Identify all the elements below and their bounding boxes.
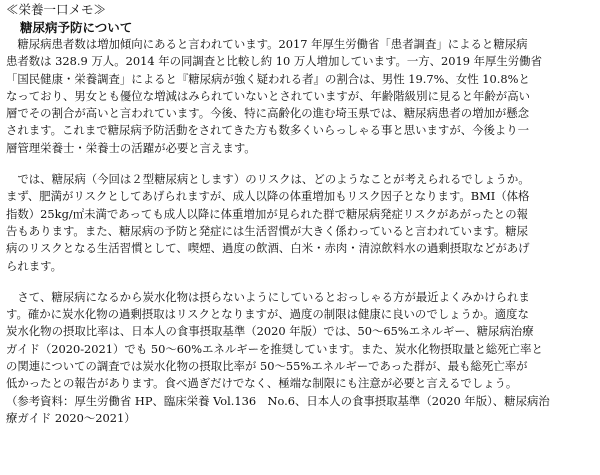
paragraph-line: の関連についての調査では炭水化物の摂取比率が 50～55%エネルギーであった群が、最も総死亡率が xyxy=(6,359,528,374)
paragraph-line: す。確かに炭水化物の過剰摂取はリスクとなりますが、過度の制限は健康に良いのでしょうか。適度な xyxy=(6,307,529,322)
paragraph-line: 低かったとの報告があります。食べ過ぎだけでなく、極端な制限にも注意が必要と言えるでしょう。 xyxy=(6,376,518,391)
paragraph-line: 炭水化物の摂取比率は、日本人の食事摂取基準（2020 年版）では、50～65%エネルギー、糖尿病治療 xyxy=(6,324,534,339)
memo-subheading: 糖尿病予防について xyxy=(20,20,133,35)
paragraph-gap xyxy=(6,275,594,289)
paragraph-3 xyxy=(6,289,594,427)
paragraph-line: 層管理栄養士・栄養士の活躍が必要と言えます。 xyxy=(6,140,256,155)
paragraph-line: られます。 xyxy=(6,258,63,273)
paragraph-2 xyxy=(6,171,594,275)
paragraph-line: 「国民健康・栄養調査」によると『糖尿病が強く疑われる者』の割合は、男性 19.7%、女性 10.8%と xyxy=(6,71,530,86)
paragraph-line: 糖尿病患者数は増加傾向にあると言われています。2017 年厚生労働省「患者調査」によると糖尿病 xyxy=(6,37,528,51)
paragraph-line: ガイド（2020-2021）でも 50～60%エネルギーを推奨しています。また、炭水化物摂取量と総死亡率と xyxy=(6,341,543,356)
paragraph-line: 患者数は 328.9 万人。2014 年の同調査と比較し約 10 万人増加しています。一方、2019 年厚生労働省 xyxy=(6,54,542,69)
reference-line: 療ガイド 2020～2021） xyxy=(6,410,136,425)
paragraph-line: なっており、男女とも優位な増減はみられていないとされていますが、年齢階級別に見ると年齢が高い xyxy=(6,88,530,103)
paragraph-line: 指数）25kg/㎡未満であっても成人以降に体重増加が見られた群で糖尿病発症リスクがあがったとの報 xyxy=(6,206,528,221)
paragraph-gap xyxy=(6,157,594,171)
paragraph-line: では、糖尿病（今回は２型糖尿病とします）のリスクは、どのようなことが考えられるでしょうか。 xyxy=(6,172,530,187)
paragraph-1 xyxy=(6,36,594,157)
paragraph-line: されます。これまで糖尿病予防活動をされてきた方も数多くいらっしゃる事と思いますが、今後より一 xyxy=(6,123,530,138)
paragraph-line: 病のリスクとなる生活習慣として、喫煙、過度の飲酒、白米・赤肉・清涼飲料水の過剰摂取などがあげ xyxy=(6,241,530,256)
memo-heading: ≪栄養一口メモ≫ xyxy=(6,2,107,17)
paragraph-line: 告もあります。また、糖尿病の予防と発症には生活習慣が大きく係わっていると言われています。糖尿 xyxy=(6,223,529,238)
paragraph-line: 層でその割合が高いと言われています。今後、特に高齢化の進む埼玉県では、糖尿病患者の増加が懸念 xyxy=(6,106,530,121)
reference-line: （参考資料：厚生労働省 HP、臨床栄養 Vol.136 No.6、日本人の食事摂取基準（2020 年版）、糖尿病治 xyxy=(6,393,550,408)
paragraph-line: さて、糖尿病になるから炭水化物は摂らないようにしているとおっしゃる方が最近よくみかけられま xyxy=(6,289,530,304)
paragraph-line: まず、肥満がリスクとしてあげられますが、成人以降の体重増加もリスク因子となります。BMI（体格 xyxy=(6,189,530,204)
